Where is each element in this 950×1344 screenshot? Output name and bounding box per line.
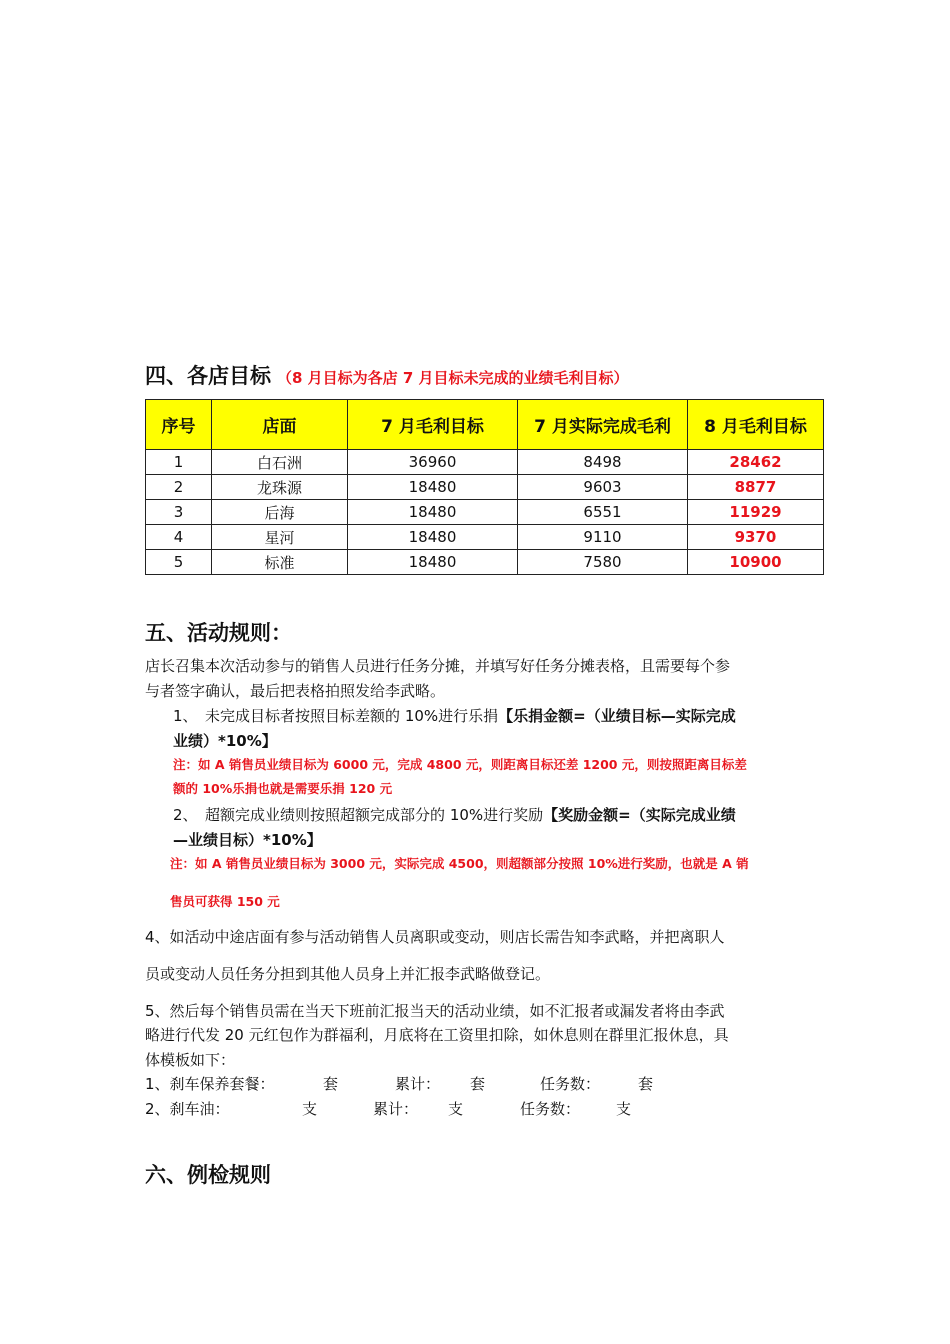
table-row — [146, 550, 824, 575]
item-5-line-1: 5、然后每个销售员需在当天下班前汇报当天的活动业绩，如不汇报者或漏发者将由李武 — [145, 1002, 725, 1020]
item-4-line-1: 4、如活动中途店面有参与活动销售人员离职或变动，则店长需告知李武略，并把离职人 — [145, 928, 725, 946]
cell-index: 4 — [146, 525, 212, 550]
rule-2-line-1 — [173, 803, 736, 827]
note-2-line-1: 注：如 A 销售员业绩目标为 3000 元，实际完成 4500，则超额部分按照 10%进行奖励，也就是 A 销 — [170, 856, 749, 871]
rule-2-line-2: —业绩目标）*10%】 — [173, 831, 322, 849]
header-store: 店面 — [212, 400, 348, 450]
cell-store: 标准 — [212, 550, 348, 575]
template-1-cumulative: 累计： — [395, 1075, 441, 1093]
rule-1-text: 1、 未完成目标者按照目标差额的 10%进行乐捐 — [173, 707, 499, 725]
cell-july-target: 18480 — [348, 475, 518, 500]
rule-2-text: 2、 超额完成业绩则按照超额完成部分的 10%进行奖励 — [173, 806, 544, 824]
cell-july-actual: 9603 — [518, 475, 688, 500]
item-5-line-2: 略进行代发 20 元红包作为群福利，月底将在工资里扣除，如休息则在群里汇报休息，具 — [145, 1026, 729, 1044]
template-1-task: 任务数： — [540, 1075, 601, 1093]
cell-july-target: 36960 — [348, 450, 518, 475]
section-4-heading — [145, 360, 629, 390]
template-1-unit-2: 套 — [470, 1075, 486, 1093]
table-row — [146, 475, 824, 500]
rule-1-formula: 【乐捐金额=（业绩目标—实际完成 — [498, 707, 736, 725]
table-row — [146, 525, 824, 550]
store-targets-table — [145, 399, 824, 575]
cell-store: 星河 — [212, 525, 348, 550]
intro-line-2: 与者签字确认，最后把表格拍照发给李武略。 — [145, 682, 446, 700]
template-2-unit-2: 支 — [448, 1100, 464, 1118]
template-1-unit-3: 套 — [638, 1075, 654, 1093]
cell-july-actual: 9110 — [518, 525, 688, 550]
cell-august-target: 10900 — [688, 550, 824, 575]
template-2-task: 任务数： — [520, 1100, 581, 1118]
table-row — [146, 450, 824, 475]
cell-july-target: 18480 — [348, 500, 518, 525]
cell-index: 3 — [146, 500, 212, 525]
cell-august-target: 11929 — [688, 500, 824, 525]
template-2-label: 2、刹车油： — [145, 1100, 230, 1118]
rule-1-line-1 — [173, 704, 736, 728]
cell-august-target: 28462 — [688, 450, 824, 475]
cell-august-target: 9370 — [688, 525, 824, 550]
cell-july-actual: 7580 — [518, 550, 688, 575]
cell-store: 后海 — [212, 500, 348, 525]
cell-august-target: 8877 — [688, 475, 824, 500]
section-4-note: （8 月目标为各店 7 月目标未完成的业绩毛利目标） — [277, 369, 629, 387]
header-august-target: 8 月毛利目标 — [688, 400, 824, 450]
template-1-unit: 套 — [323, 1075, 339, 1093]
header-index: 序号 — [146, 400, 212, 450]
note-1-line-1: 注：如 A 销售员业绩目标为 6000 元，完成 4800 元，则距离目标还差 1200 元，则按照距离目标差 — [173, 757, 747, 772]
table-row — [146, 500, 824, 525]
rule-2-formula: 【奖励金额=（实际完成业绩 — [543, 806, 736, 824]
section-5-title: 五、活动规则： — [145, 621, 292, 645]
template-1-label: 1、刹车保养套餐： — [145, 1075, 275, 1093]
cell-index: 5 — [146, 550, 212, 575]
cell-july-target: 18480 — [348, 525, 518, 550]
table-header-row — [146, 400, 824, 450]
cell-index: 2 — [146, 475, 212, 500]
section-4-title: 四、各店目标 — [145, 364, 271, 388]
cell-store: 龙珠源 — [212, 475, 348, 500]
template-2-unit-3: 支 — [616, 1100, 632, 1118]
cell-july-actual: 8498 — [518, 450, 688, 475]
item-4-line-2: 员或变动人员任务分担到其他人员身上并汇报李武略做登记。 — [145, 965, 551, 983]
section-6-title: 六、例检规则 — [145, 1163, 271, 1187]
note-2-line-2: 售员可获得 150 元 — [170, 894, 280, 909]
item-5-line-3: 体模板如下： — [145, 1051, 236, 1069]
header-july-actual: 7 月实际完成毛利 — [518, 400, 688, 450]
rule-1-line-2: 业绩）*10%】 — [173, 732, 277, 750]
cell-store: 白石洲 — [212, 450, 348, 475]
template-2-unit: 支 — [302, 1100, 318, 1118]
intro-line-1: 店长召集本次活动参与的销售人员进行任务分摊，并填写好任务分摊表格，且需要每个参 — [145, 657, 731, 675]
header-july-target: 7 月毛利目标 — [348, 400, 518, 450]
cell-july-target: 18480 — [348, 550, 518, 575]
cell-index: 1 — [146, 450, 212, 475]
template-2-cumulative: 累计： — [373, 1100, 419, 1118]
note-1-line-2: 额的 10%乐捐也就是需要乐捐 120 元 — [173, 781, 393, 796]
cell-july-actual: 6551 — [518, 500, 688, 525]
